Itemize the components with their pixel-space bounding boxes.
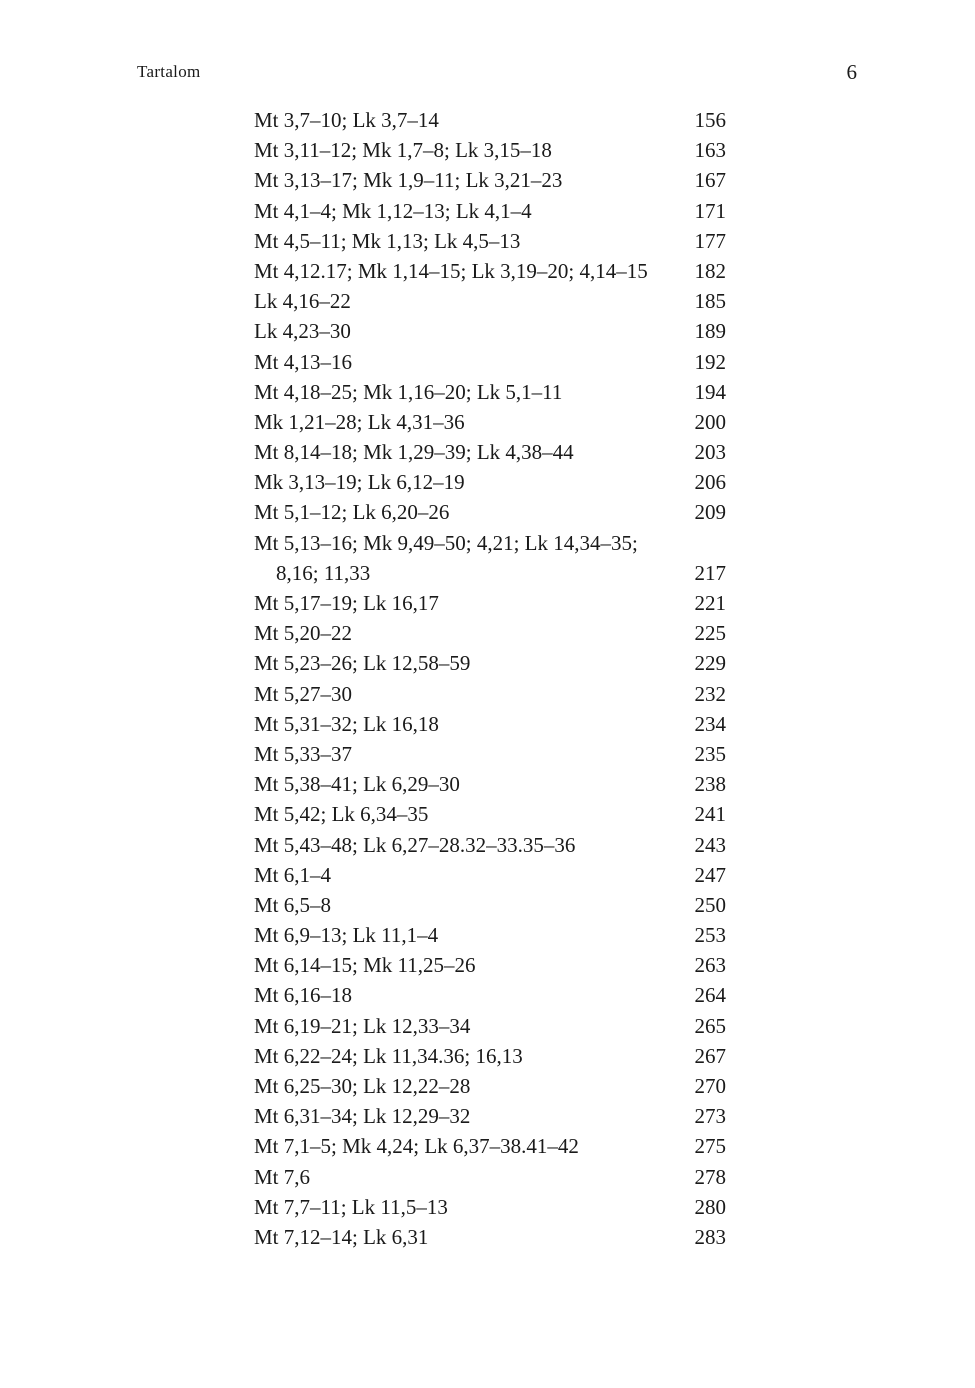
toc-entry-page: 232 [694, 681, 726, 706]
toc-entry-page: 280 [694, 1194, 726, 1219]
toc-entry-reference: Mt 4,1–4; Mk 1,12–13; Lk 4,1–4 [254, 198, 532, 223]
toc-entry [254, 105, 726, 135]
toc-entry-page: 229 [694, 651, 726, 676]
toc-entry-page: 177 [694, 228, 726, 253]
toc-entry [254, 135, 726, 165]
toc-entry [254, 890, 726, 920]
toc-entry [254, 1222, 726, 1252]
toc-entry-page: 171 [694, 198, 726, 223]
toc-entry [254, 769, 726, 799]
toc-entry-reference: Mt 6,25–30; Lk 12,22–28 [254, 1074, 471, 1099]
toc-entry-reference: Mt 6,5–8 [254, 892, 332, 917]
toc-entry-page: 278 [694, 1164, 726, 1189]
toc-entry-multiline [254, 528, 726, 588]
toc-entry-page: 243 [694, 832, 726, 857]
running-head: Tartalom [137, 62, 201, 81]
toc-entry-reference: Mt 3,13–17; Mk 1,9–11; Lk 3,21–23 [254, 168, 563, 193]
toc-entry-reference: Mt 4,5–11; Mk 1,13; Lk 4,5–13 [254, 228, 521, 253]
toc-entry-reference: Mt 6,31–34; Lk 12,29–32 [254, 1104, 471, 1129]
toc-entry-reference-continuation: 8,16; 11,33 [276, 560, 371, 585]
toc-entry [254, 256, 726, 286]
toc-entry-reference: Mt 6,16–18 [254, 983, 353, 1008]
toc-entry-reference: Mt 5,31–32; Lk 16,18 [254, 711, 439, 736]
toc-entry-page: 247 [694, 862, 726, 887]
toc-entry [254, 467, 726, 497]
toc-entry [254, 799, 726, 829]
toc-entry-page: 206 [694, 470, 726, 495]
toc-entry-page: 209 [694, 500, 726, 525]
toc-entry [254, 407, 726, 437]
toc-entry-reference: Mt 5,27–30 [254, 681, 353, 706]
toc-entry-reference: Mk 3,13–19; Lk 6,12–19 [254, 470, 465, 495]
toc-entry-reference: Mt 6,1–4 [254, 862, 332, 887]
toc-entry-page: 273 [694, 1104, 726, 1129]
toc-entry-reference: Mt 5,20–22 [254, 621, 353, 646]
toc-entry-page: 167 [694, 168, 726, 193]
table-of-contents [254, 105, 726, 1252]
toc-entry [254, 196, 726, 226]
toc-entry-page: 235 [694, 741, 726, 766]
toc-entry [254, 165, 726, 195]
toc-entry [254, 1101, 726, 1131]
toc-entry-reference: Mt 5,23–26; Lk 12,58–59 [254, 651, 471, 676]
toc-entry-page: 217 [694, 560, 726, 585]
toc-entry [254, 1071, 726, 1101]
toc-entry-page: 263 [694, 953, 726, 978]
toc-entry-page: 156 [694, 108, 726, 132]
toc-entry [254, 286, 726, 316]
toc-entry-reference: Mt 5,33–37 [254, 741, 353, 766]
toc-entry [254, 1162, 726, 1192]
toc-entry [254, 980, 726, 1010]
toc-entry [254, 316, 726, 346]
toc-entry-page: 270 [694, 1074, 726, 1099]
toc-entry-reference: Mt 4,18–25; Mk 1,16–20; Lk 5,1–11 [254, 379, 563, 404]
toc-entry-reference: Mt 5,38–41; Lk 6,29–30 [254, 772, 460, 797]
toc-entry [254, 1131, 726, 1161]
toc-entry [254, 739, 726, 769]
toc-entry-reference: Mt 5,42; Lk 6,34–35 [254, 802, 429, 827]
toc-entry-page: 234 [694, 711, 726, 736]
toc-entry-reference: Mt 3,7–10; Lk 3,7–14 [254, 108, 439, 132]
toc-entry-reference: Mt 6,9–13; Lk 11,1–4 [254, 923, 439, 948]
toc-entry-page: 265 [694, 1013, 726, 1038]
toc-entry-page: 192 [694, 349, 726, 374]
toc-entry-reference: Mt 4,13–16 [254, 349, 353, 374]
toc-entry-reference: Mt 8,14–18; Mk 1,29–39; Lk 4,38–44 [254, 440, 574, 465]
toc-entry [254, 830, 726, 860]
toc-entry [254, 226, 726, 256]
toc-entry [254, 377, 726, 407]
toc-entry [254, 950, 726, 980]
toc-entry-page: 267 [694, 1043, 726, 1068]
toc-entry-page: 185 [694, 289, 726, 314]
toc-entry-page: 163 [694, 138, 726, 163]
toc-entry [254, 1011, 726, 1041]
toc-entry-reference: Mt 7,7–11; Lk 11,5–13 [254, 1194, 448, 1219]
toc-entry-reference: Mt 7,6 [254, 1164, 311, 1189]
toc-entry [254, 648, 726, 678]
toc-entry [254, 1192, 726, 1222]
page-number: 6 [846, 60, 857, 84]
toc-entry [254, 347, 726, 377]
toc-entry-reference: Mt 3,11–12; Mk 1,7–8; Lk 3,15–18 [254, 138, 552, 163]
toc-entry [254, 920, 726, 950]
toc-entry [254, 860, 726, 890]
toc-entry [254, 588, 726, 618]
toc-entry-page: 203 [694, 440, 726, 465]
toc-entry-page: 194 [694, 379, 726, 404]
toc-entry-reference: Lk 4,16–22 [254, 289, 351, 314]
toc-entry-page: 253 [694, 923, 726, 948]
toc-entry-reference: Mt 7,1–5; Mk 4,24; Lk 6,37–38.41–42 [254, 1134, 579, 1159]
toc-entry-reference: Mt 6,14–15; Mk 11,25–26 [254, 953, 476, 978]
toc-entry [254, 618, 726, 648]
toc-entry-page: 275 [694, 1134, 726, 1159]
toc-entry [254, 679, 726, 709]
toc-entry-reference: Mt 4,12.17; Mk 1,14–15; Lk 3,19–20; 4,14–15 [254, 258, 648, 283]
toc-entry-reference: Lk 4,23–30 [254, 319, 351, 344]
toc-entry-page: 225 [694, 621, 726, 646]
toc-entry-page: 241 [694, 802, 726, 827]
toc-entry [254, 437, 726, 467]
toc-entry-page: 200 [694, 409, 726, 434]
toc-entry [254, 1041, 726, 1071]
toc-entry-reference-line: Mt 5,13–16; Mk 9,49–50; 4,21; Lk 14,34–35; [254, 530, 638, 555]
toc-entry-page: 283 [694, 1224, 726, 1249]
toc-entry-reference: Mt 5,43–48; Lk 6,27–28.32–33.35–36 [254, 832, 576, 857]
toc-entry-reference: Mk 1,21–28; Lk 4,31–36 [254, 409, 465, 434]
toc-entry-reference: Mt 5,17–19; Lk 16,17 [254, 591, 439, 616]
toc-entry-page: 264 [694, 983, 726, 1008]
toc-entry-reference: Mt 7,12–14; Lk 6,31 [254, 1224, 429, 1249]
toc-entry-reference [254, 528, 638, 588]
toc-entry-page: 189 [694, 319, 726, 344]
toc-entry-reference: Mt 6,22–24; Lk 11,34.36; 16,13 [254, 1043, 523, 1068]
toc-entry-page: 250 [694, 892, 726, 917]
toc-entry-page: 238 [694, 772, 726, 797]
toc-entry-page: 221 [694, 591, 726, 616]
toc-entry-page: 182 [694, 258, 726, 283]
toc-entry [254, 497, 726, 527]
toc-entry-reference: Mt 5,1–12; Lk 6,20–26 [254, 500, 450, 525]
toc-entry-reference: Mt 6,19–21; Lk 12,33–34 [254, 1013, 471, 1038]
toc-entry [254, 709, 726, 739]
